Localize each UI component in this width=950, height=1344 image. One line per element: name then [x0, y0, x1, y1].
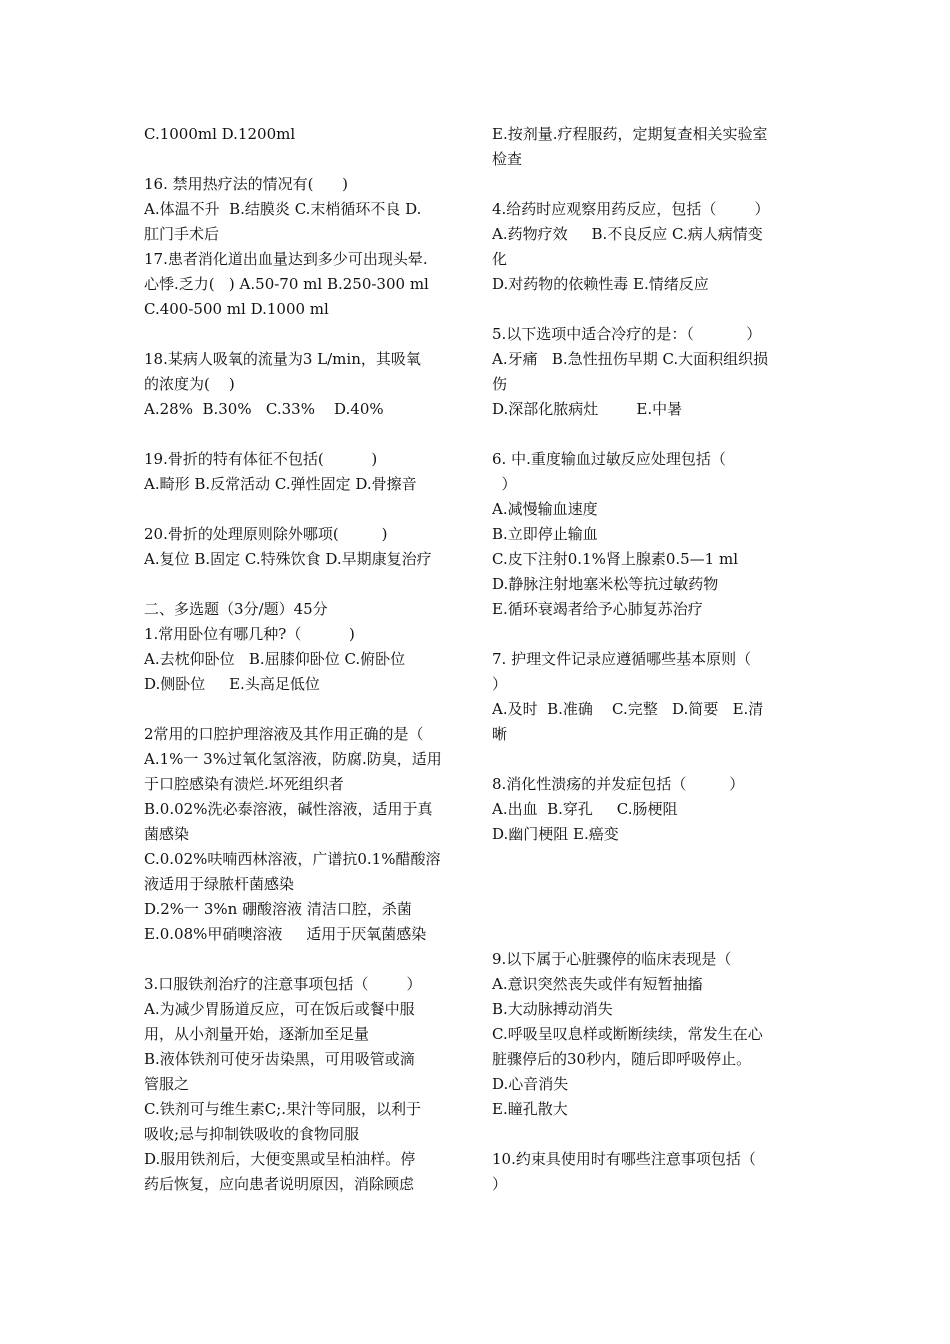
text-line: 心悸.乏力( ) A.50-70 ml B.250-300 ml: [144, 275, 429, 293]
text-line: 10.约束具使用时有哪些注意事项包括（: [492, 1150, 756, 1168]
text-line: 2常用的口腔护理溶液及其作用正确的是（: [144, 725, 424, 743]
text-line: 检查: [492, 150, 523, 168]
text-line: A.及时 B.准确 C.完整 D.简要 E.清: [492, 700, 764, 718]
blank-line: [492, 872, 808, 897]
blank-line: [492, 847, 808, 872]
text-line: 1.常用卧位有哪几种?（ ): [144, 625, 355, 643]
blank-line: [144, 697, 460, 722]
text-line: 4.给药时应观察用药反应，包括（ ）: [492, 200, 770, 218]
blank-line: [144, 147, 460, 172]
text-line: A.出血 B.穿孔 C.肠梗阻: [492, 800, 678, 818]
blank-line: [492, 747, 808, 772]
text-line: 液适用于绿脓杆菌感染: [144, 875, 295, 893]
blank-line: [492, 897, 808, 922]
text-line: A.28% B.30% C.33% D.40%: [144, 400, 384, 418]
blank-line: [144, 497, 460, 522]
blank-line: [492, 922, 808, 947]
text-line: C.400-500 ml D.1000 ml: [144, 300, 329, 318]
blank-line: [144, 422, 460, 447]
text-line: E.瞳孔散大: [492, 1100, 568, 1118]
text-line: D.心音消失: [492, 1075, 569, 1093]
blank-line: [144, 947, 460, 972]
text-line: 17.患者消化道出血量达到多少可出现头晕.: [144, 250, 428, 268]
text-line: 6. 中.重度输血过敏反应处理包括（: [492, 450, 726, 468]
text-line: A.药物疗效 B.不良反应 C.病人病情变: [492, 225, 763, 243]
text-line: 药后恢复，应向患者说明原因，消除顾虑: [144, 1175, 415, 1193]
text-line: D.2%一 3%n 硼酸溶液 清洁口腔，杀菌: [144, 900, 412, 918]
blank-line: [492, 622, 808, 647]
text-line: E.按剂量.疗程服药，定期复查相关实验室: [492, 125, 768, 143]
text-line: 16. 禁用热疗法的情况有( ): [144, 175, 348, 193]
text-line: 化: [492, 250, 508, 268]
text-line: 脏骤停后的30秒内，随后即呼吸停止。: [492, 1050, 752, 1068]
text-line: E.0.08%甲硝噢溶液 适用于厌氧菌感染: [144, 925, 427, 943]
text-line: 伤: [492, 375, 508, 393]
text-line: C.0.02%呋喃西林溶液，广谱抗0.1%醋酸溶: [144, 850, 441, 868]
text-line: A.复位 B.固定 C.特殊饮食 D.早期康复治疗: [144, 550, 432, 568]
text-line: A.去枕仰卧位 B.屈膝仰卧位 C.俯卧位: [144, 650, 406, 668]
text-line: 5.以下选项中适合冷疗的是：（ ）: [492, 325, 762, 343]
text-line: 19.骨折的特有体征不包括( ): [144, 450, 378, 468]
text-line: D.静脉注射地塞米松等抗过敏药物: [492, 575, 719, 593]
right-text-column: [492, 122, 808, 1197]
text-line: D.幽门梗阻 E.癌变: [492, 825, 619, 843]
text-line: A.意识突然丧失或伴有短暂抽搐: [492, 975, 703, 993]
text-line: 的浓度为( ): [144, 375, 235, 393]
text-line: D.深部化脓病灶 E.中暑: [492, 400, 683, 418]
text-line: ）: [492, 675, 508, 693]
blank-line: [492, 297, 808, 322]
text-line: B.0.02%洗必泰溶液，碱性溶液，适用于真: [144, 800, 433, 818]
text-line: B.立即停止输血: [492, 525, 598, 543]
text-line: 7. 护理文件记录应遵循哪些基本原则（: [492, 650, 752, 668]
text-line: 晰: [492, 725, 508, 743]
text-line: B.液体铁剂可使牙齿染黑，可用吸管或滴: [144, 1050, 415, 1068]
text-line: A.减慢输血速度: [492, 500, 598, 518]
text-line: C.1000ml D.1200ml: [144, 125, 296, 143]
text-line: C.呼吸呈叹息样或断断续续，常发生在心: [492, 1025, 763, 1043]
text-line: D.侧卧位 E.头高足低位: [144, 675, 320, 693]
text-line: 吸收;忌与抑制铁吸收的食物同服: [144, 1125, 360, 1143]
text-line: 菌感染: [144, 825, 190, 843]
text-line: 9.以下属于心脏骤停的临床表现是（: [492, 950, 732, 968]
text-line: ）: [492, 1175, 508, 1193]
text-line: B.大动脉搏动消失: [492, 1000, 613, 1018]
text-line: A.体温不升 B.结膜炎 C.末梢循环不良 D.: [144, 200, 422, 218]
text-line: ）: [492, 475, 517, 493]
text-line: A.1%一 3%过氧化氢溶液，防腐.防臭，适用: [144, 750, 442, 768]
text-line: 肛门手术后: [144, 225, 220, 243]
text-line: C.铁剂可与维生素C;.果汁等同服，以利于: [144, 1100, 422, 1118]
text-line: C.皮下注射0.1%肾上腺素0.5—1 ml: [492, 550, 739, 568]
text-line: 于口腔感染有溃烂.坏死组织者: [144, 775, 344, 793]
text-line: 管服之: [144, 1075, 190, 1093]
text-line: 3.口服铁剂治疗的注意事项包括（ ）: [144, 975, 422, 993]
text-line: D.对药物的依赖性毒 E.情绪反应: [492, 275, 709, 293]
text-line: A.畸形 B.反常活动 C.弹性固定 D.骨擦音: [144, 475, 417, 493]
blank-line: [144, 572, 460, 597]
text-line: 20.骨折的处理原则除外哪项( ): [144, 525, 388, 543]
blank-line: [144, 322, 460, 347]
left-text-column: [144, 122, 460, 1197]
text-line: D.服用铁剂后，大便变黑或呈柏油样。停: [144, 1150, 416, 1168]
text-line: 二、多选题（3分/题）45分: [144, 600, 328, 618]
text-line: 用，从小剂量开始，逐渐加至足量: [144, 1025, 370, 1043]
text-line: E.循环衰竭者给予心肺复苏治疗: [492, 600, 703, 618]
text-line: A.为减少胃肠道反应，可在饭后或餐中服: [144, 1000, 415, 1018]
text-line: A.牙痛 B.急性扭伤早期 C.大面积组织损: [492, 350, 769, 368]
blank-line: [492, 1122, 808, 1147]
text-line: 8.消化性溃疡的并发症包括（ ）: [492, 775, 745, 793]
blank-line: [492, 172, 808, 197]
blank-line: [492, 422, 808, 447]
text-line: 18.某病人吸氧的流量为3 L/min，其吸氧: [144, 350, 421, 368]
